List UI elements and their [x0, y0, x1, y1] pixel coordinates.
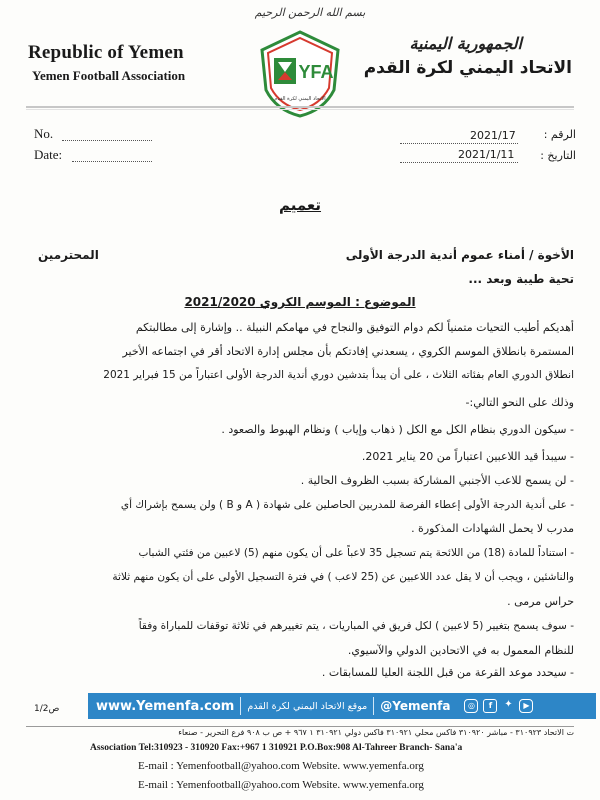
english-subtitle: Yemen Football Association [32, 68, 186, 83]
english-title: Republic of Yemen [28, 42, 184, 63]
body-line: مدرب لا يحمل الشهادات المذكورة . [411, 522, 574, 535]
page-number: ص1/2 [34, 704, 60, 714]
body-line: للنظام المعمول به في الاتحادين الدولي والآسيوي. [347, 644, 574, 657]
social-banner [88, 693, 596, 719]
body-line: - سيكون الدوري بنظام الكل مع الكل ( ذهاب وإياب ) ونظام الهبوط والصعود . [221, 423, 574, 436]
banner-handle[interactable]: @Yemenfa [380, 699, 451, 713]
social-icons [456, 699, 537, 713]
banner-site-ar: موقع الاتحاد اليمني لكرة القدم [247, 700, 368, 712]
header-rule [26, 106, 574, 108]
no-dotted-line [62, 140, 152, 141]
body-line: - سيحدد موعد القرعة من قبل اللجنة العليا للمسابقات . [321, 666, 574, 679]
date-value: 2021/1/11 [458, 148, 515, 161]
ref-value: 2021/17 [470, 129, 516, 142]
ref-label: الرقم : [543, 128, 576, 141]
body-line: والناشئين ، ويجب أن لا يقل عدد اللاعبين عن (25 لاعب ) في فترة التسجيل الأولى على أن يكون منهم ثلاثة [112, 571, 574, 583]
body-line: انطلاق الدوري العام بفئاته الثلاث ، على أن يبدأ بتدشين دوري أندية الدرجة الأولى اعتباراً من 15 فبراير 2021 [103, 369, 574, 381]
body-line: وذلك على النحو التالي:- [465, 396, 574, 409]
date-label: Date: [34, 147, 63, 162]
footer-rule [26, 726, 574, 727]
greeting: تحية طيبة وبعد ... [468, 272, 574, 286]
instagram-icon[interactable]: ◎ [464, 699, 478, 713]
body-line: - سوف يسمح بتغيير (5 لاعبين ) لكل فريق في المباريات ، يتم تغييرهم في ثلاثة توقفات للمباراة وفقاً [138, 620, 574, 632]
body-line: - سيبدأ قيد اللاعبين اعتباراً من 20 يناير 2021. [361, 450, 574, 463]
body-line: أهديكم أطيب التحيات متمنياً لكم دوام التوفيق والنجاح في مهامكم النبيلة .. وإشارة إلى مطالبتكم [135, 321, 574, 334]
arabic-title-association: الاتحاد اليمني لكرة القدم [363, 58, 572, 78]
body-line: - لن يسمح للاعب الأجنبي المشاركة بسبب الظروف الحالية . [300, 474, 574, 487]
ref-dotted-line [400, 143, 518, 144]
arabic-title-republic: الجمهورية اليمنية [409, 34, 522, 53]
footer-email-2: E-mail : Yemenfootball@yahoo.com Website. www.yemenfa.org [138, 779, 424, 791]
twitter-icon[interactable]: ✦ [504, 699, 513, 710]
date-dotted-line [72, 161, 152, 162]
footer-address-ar: ت الاتحاد ٣١٠٩٢٣ - مباشر ٣١٠٩٢٠ فاكس محلي ٣١٠٩٢١ فاكس دولي ٣١٠٩٢١ ١ ٩٦٧ + ص ب ٩٠٨ فرع التحرير - صنعاء [178, 728, 574, 737]
addressee: الأخوة / أمناء عموم أندية الدرجة الأولى [345, 248, 574, 262]
date-ar-dotted-line [400, 162, 518, 163]
circular-title: تعميم [278, 196, 322, 214]
logo-ring-text: الاتحاد اليمني لكرة القدم [274, 96, 326, 102]
subject: الموضوع : الموسم الكروي 2021/2020 [184, 295, 416, 309]
banner-website[interactable]: www.Yemenfa.com [96, 698, 235, 714]
facebook-icon[interactable]: f [483, 699, 497, 713]
body-line: المستمرة بانطلاق الموسم الكروي ، يسعدني إفادتكم بأن مجلس إدارة الاتحاد أقر في اجتماعه الأخير [122, 345, 574, 358]
no-label: No. [34, 126, 54, 141]
basmala: بسم الله الرحمن الرحيم [254, 6, 366, 19]
body-line: - استناداً للمادة (18) من اللائحة يتم تسجيل 35 لاعباً على أن يكون منهم (5) لاعبين من فئتي الشباب [138, 547, 574, 559]
honorific: المحترمين [38, 248, 99, 262]
body-line: حراس مرمى . [507, 595, 574, 608]
body-line: - على أندية الدرجة الأولى إعطاء الفرصة للمدربين الحاصلين على شهادة ( A و B ) ولن يسمح بإشراك أي [120, 499, 574, 511]
date-label-ar: التاريخ : [540, 149, 576, 162]
footer-email-1: E-mail : Yemenfootball@yahoo.com Website. www.yemenfa.org [138, 760, 424, 772]
logo-text: YFA [298, 62, 334, 82]
footer-address-en: Association Tel:310923 - 310920 Fax:+967 1 310921 P.O.Box:908 Al-Tahreer Branch- Sana'a [90, 743, 463, 753]
header-rule-light [26, 109, 574, 110]
youtube-icon[interactable]: ▶ [519, 699, 533, 713]
